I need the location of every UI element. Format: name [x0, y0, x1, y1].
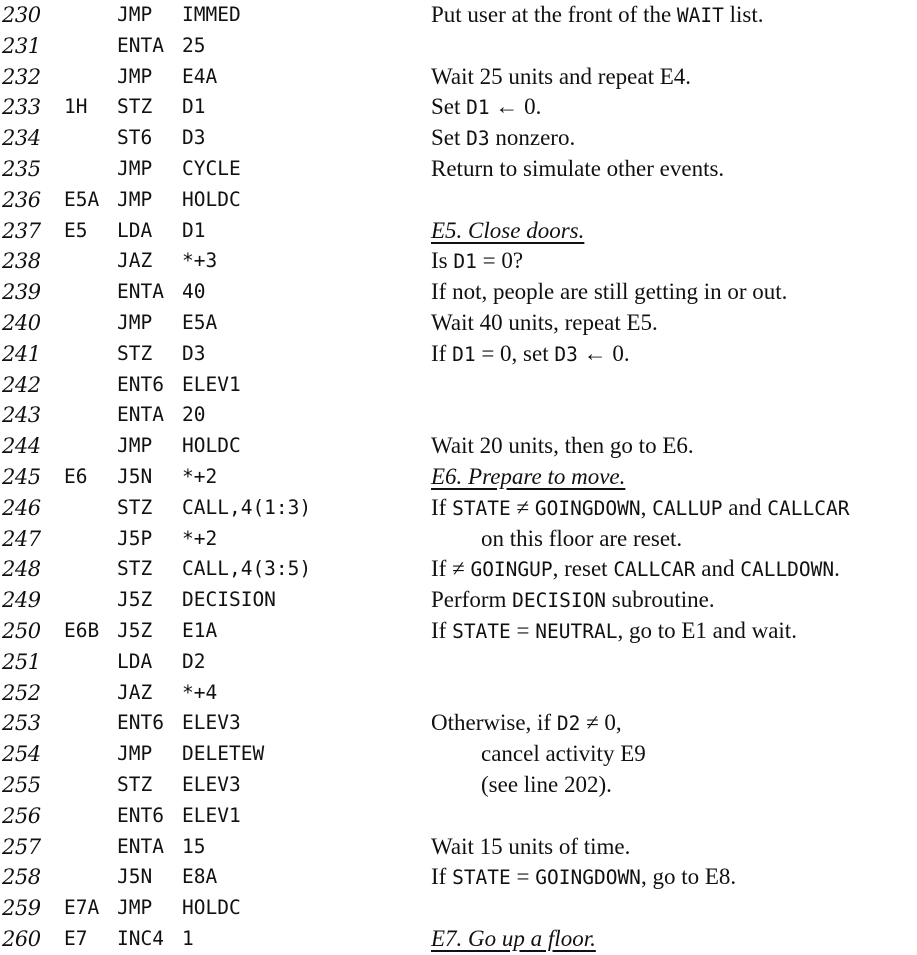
line-label: E6: [64, 464, 88, 488]
comment-text: Return to simulate other events.: [431, 155, 725, 181]
code-line: [0, 339, 917, 370]
comment-text: Is: [431, 248, 454, 274]
comment-code-term: WAIT: [676, 4, 724, 27]
opcode: JMP: [117, 3, 153, 26]
code-line: [0, 678, 917, 709]
opcode: JMP: [117, 64, 153, 88]
line-number: 252: [2, 680, 41, 705]
comment-code-term: NEUTRAL: [535, 619, 618, 643]
comment-code-term: D1: [452, 342, 476, 366]
line-comment: [431, 216, 584, 247]
line-comment: [431, 493, 849, 525]
address-field: ELEV1: [182, 803, 241, 827]
line-comment: [481, 770, 612, 801]
line-number: 257: [2, 834, 41, 859]
line-number: 259: [2, 896, 41, 921]
comment-text: If: [431, 340, 453, 366]
opcode: JMP: [117, 896, 153, 920]
opcode: ENTA: [117, 33, 164, 57]
address-field: D1: [182, 95, 206, 119]
line-number: 239: [2, 280, 41, 305]
comment-text: =: [510, 617, 536, 643]
comment-code-term: CALLCAR: [613, 558, 696, 582]
line-number: 237: [2, 218, 41, 243]
comment-text: ← 0.: [489, 94, 542, 120]
code-line: [0, 554, 917, 585]
line-number: 248: [2, 557, 41, 582]
opcode: ST6: [117, 126, 153, 150]
line-comment: [431, 462, 625, 493]
address-field: D3: [182, 341, 206, 365]
address-field: DECISION: [182, 588, 276, 612]
line-number: 232: [2, 64, 41, 89]
line-label: E5: [64, 218, 88, 242]
comment-text: and: [695, 556, 741, 582]
comment-text: If: [431, 617, 453, 643]
comment-text: , reset: [552, 556, 614, 582]
comment-code-term: D2: [556, 712, 581, 736]
code-line: [0, 185, 917, 216]
line-number: 245: [2, 464, 41, 489]
comment-code-term: GOINGDOWN: [534, 496, 641, 520]
comment-text: Wait 25 units and repeat E4.: [431, 63, 692, 89]
line-comment: [431, 246, 523, 278]
comment-text: ≠ 0,: [580, 710, 622, 736]
code-line: [0, 154, 917, 185]
line-comment: [481, 524, 682, 555]
opcode: LDA: [117, 649, 153, 673]
code-line: [0, 462, 917, 493]
comment-text: =: [510, 864, 536, 890]
line-label: 1H: [64, 95, 88, 119]
code-line: [0, 370, 917, 401]
comment-code-term: D1: [453, 250, 477, 274]
code-line: [0, 893, 917, 924]
line-number: 241: [2, 341, 41, 366]
comment-text: If: [431, 864, 453, 890]
step-heading: E5. Close doors.: [431, 217, 585, 243]
opcode: JMP: [117, 434, 153, 458]
line-number: 249: [2, 588, 41, 613]
line-comment: [431, 154, 724, 185]
opcode: STZ: [117, 341, 153, 365]
opcode: ENT6: [117, 372, 164, 396]
line-number: 247: [2, 526, 41, 551]
line-number: 256: [2, 803, 41, 828]
comment-text: , go to E8.: [640, 864, 737, 890]
line-number: 240: [2, 310, 41, 335]
line-number: 230: [2, 3, 41, 27]
comment-text: cancel activity E9: [481, 741, 646, 767]
line-comment: [431, 585, 715, 617]
comment-code-term: GOINGDOWN: [535, 866, 641, 890]
line-comment: [431, 616, 797, 648]
address-field: E8A: [182, 865, 218, 889]
line-comment: [431, 308, 658, 339]
code-line: [0, 308, 917, 339]
comment-code-term: D1: [466, 96, 490, 120]
comment-text: (see line 202).: [481, 771, 612, 797]
comment-text: Set: [431, 94, 467, 120]
comment-code-term: STATE: [452, 619, 511, 643]
line-comment: [431, 924, 596, 955]
comment-text: Wait 40 units, repeat E5.: [431, 309, 658, 335]
code-line: [0, 431, 917, 462]
address-field: E5A: [182, 310, 218, 334]
address-field: 25: [182, 33, 206, 57]
opcode: STZ: [117, 95, 153, 119]
address-field: E4A: [182, 64, 218, 88]
address-field: 40: [182, 280, 206, 304]
address-field: *+3: [182, 249, 218, 273]
address-field: D1: [182, 218, 206, 242]
code-line: [0, 924, 917, 955]
address-field: *+2: [182, 526, 218, 550]
line-number: 236: [2, 187, 41, 212]
opcode: ENT6: [117, 711, 164, 735]
line-number: 233: [2, 95, 41, 120]
address-field: DELETEW: [182, 742, 265, 766]
opcode: STZ: [117, 557, 153, 581]
comment-code-term: STATE: [452, 496, 511, 520]
address-field: 1: [182, 926, 194, 950]
line-number: 238: [2, 249, 41, 274]
line-number: 253: [2, 711, 41, 736]
comment-text: , go to E1 and wait.: [617, 617, 797, 643]
code-line: [0, 708, 917, 739]
comment-text: ,: [640, 494, 653, 520]
line-number: 254: [2, 742, 41, 767]
code-line: [0, 62, 917, 93]
comment-code-term: D3: [554, 342, 578, 366]
line-comment: [431, 0, 764, 32]
code-line: [0, 246, 917, 277]
code-line: [0, 647, 917, 678]
opcode: LDA: [117, 218, 153, 242]
code-line: [0, 524, 917, 555]
line-label: E7A: [64, 896, 100, 920]
line-label: E6B: [64, 618, 100, 642]
address-field: HOLDC: [182, 434, 241, 458]
line-label: E5A: [64, 187, 100, 211]
line-comment: [431, 123, 575, 155]
address-field: *+4: [182, 680, 218, 704]
opcode: JMP: [117, 310, 153, 334]
address-field: ELEV1: [182, 372, 241, 396]
comment-text: Perform: [431, 587, 513, 613]
comment-code-term: STATE: [452, 866, 511, 890]
comment-text: Set: [431, 125, 467, 151]
opcode: ENT6: [117, 803, 164, 827]
comment-text: on this floor are reset.: [481, 525, 683, 551]
code-line: [0, 400, 917, 431]
line-number: 235: [2, 156, 41, 181]
line-comment: [431, 92, 541, 124]
comment-text: and: [722, 494, 768, 520]
line-number: 243: [2, 403, 41, 428]
line-number: 258: [2, 865, 41, 890]
code-line: [0, 123, 917, 154]
comment-text: = 0, set: [475, 340, 555, 366]
line-comment: [431, 554, 840, 586]
address-field: ELEV3: [182, 711, 241, 735]
comment-code-term: DECISION: [512, 589, 607, 613]
code-line: [0, 277, 917, 308]
address-field: HOLDC: [182, 187, 241, 211]
opcode: JMP: [117, 187, 153, 211]
line-number: 242: [2, 372, 41, 397]
comment-text: .: [834, 556, 840, 582]
address-field: CALL,4(1:3): [182, 495, 312, 519]
line-label: E7: [64, 926, 88, 950]
address-field: CYCLE: [182, 156, 241, 180]
line-comment: [431, 862, 736, 894]
comment-text: Otherwise, if: [431, 710, 557, 736]
opcode: JMP: [117, 156, 153, 180]
address-field: *+2: [182, 464, 218, 488]
code-line: [0, 770, 917, 801]
step-heading: E7. Go up a floor.: [431, 925, 596, 951]
opcode: J5Z: [117, 588, 153, 612]
code-line: [0, 92, 917, 123]
line-comment: [431, 277, 787, 308]
code-line: [0, 739, 917, 770]
address-field: D2: [182, 649, 206, 673]
code-line: [0, 585, 917, 616]
comment-text: If ≠: [431, 556, 471, 582]
comment-text: ≠: [510, 494, 535, 520]
comment-text: subroutine.: [606, 587, 715, 613]
comment-text: ← 0.: [577, 340, 630, 366]
opcode: JAZ: [117, 680, 153, 704]
line-number: 260: [2, 926, 41, 951]
address-field: ELEV3: [182, 772, 241, 796]
opcode: ENTA: [117, 834, 164, 858]
address-field: D3: [182, 126, 206, 150]
code-line: [0, 862, 917, 893]
line-comment: [431, 832, 630, 863]
line-comment: [431, 708, 622, 740]
line-number: 244: [2, 434, 41, 459]
opcode: J5P: [117, 526, 153, 550]
comment-text: = 0?: [476, 248, 524, 274]
comment-code-term: CALLCAR: [767, 496, 850, 520]
address-field: HOLDC: [182, 896, 241, 920]
line-number: 231: [2, 33, 41, 58]
opcode: J5Z: [117, 618, 153, 642]
address-field: 20: [182, 403, 206, 427]
opcode: JAZ: [117, 249, 153, 273]
comment-code-term: D3: [466, 127, 490, 151]
opcode: STZ: [117, 772, 153, 796]
line-number: 251: [2, 649, 41, 674]
step-heading: E6. Prepare to move.: [431, 463, 626, 489]
code-line: [0, 493, 917, 524]
line-number: 250: [2, 618, 41, 643]
line-comment: [431, 339, 630, 371]
comment-text: list.: [723, 2, 764, 27]
opcode: ENTA: [117, 280, 164, 304]
comment-text: Put user at the front of the: [431, 2, 677, 27]
opcode: J5N: [117, 464, 153, 488]
code-line: [0, 216, 917, 247]
comment-text: If not, people are still getting in or out.: [431, 279, 788, 305]
line-number: 234: [2, 126, 41, 151]
line-comment: [481, 739, 646, 770]
comment-text: Wait 20 units, then go to E6.: [431, 433, 694, 459]
comment-code-term: CALLDOWN: [740, 558, 835, 582]
line-comment: [431, 431, 694, 462]
address-field: 15: [182, 834, 206, 858]
code-line: [0, 801, 917, 832]
opcode: JMP: [117, 742, 153, 766]
address-field: E1A: [182, 618, 218, 642]
opcode: J5N: [117, 865, 153, 889]
opcode: INC4: [117, 926, 164, 950]
comment-text: Wait 15 units of time.: [431, 833, 631, 859]
comment-text: If: [431, 494, 453, 520]
address-field: IMMED: [182, 3, 241, 26]
code-line: [0, 31, 917, 62]
comment-code-term: GOINGUP: [470, 558, 553, 582]
comment-text: nonzero.: [489, 125, 576, 151]
line-number: 255: [2, 772, 41, 797]
line-number: 246: [2, 495, 41, 520]
opcode: STZ: [117, 495, 153, 519]
line-comment: [431, 62, 691, 93]
code-line: [0, 0, 917, 31]
address-field: CALL,4(3:5): [182, 557, 312, 581]
code-line: [0, 832, 917, 863]
comment-code-term: CALLUP: [652, 496, 723, 520]
opcode: ENTA: [117, 403, 164, 427]
code-line: [0, 616, 917, 647]
